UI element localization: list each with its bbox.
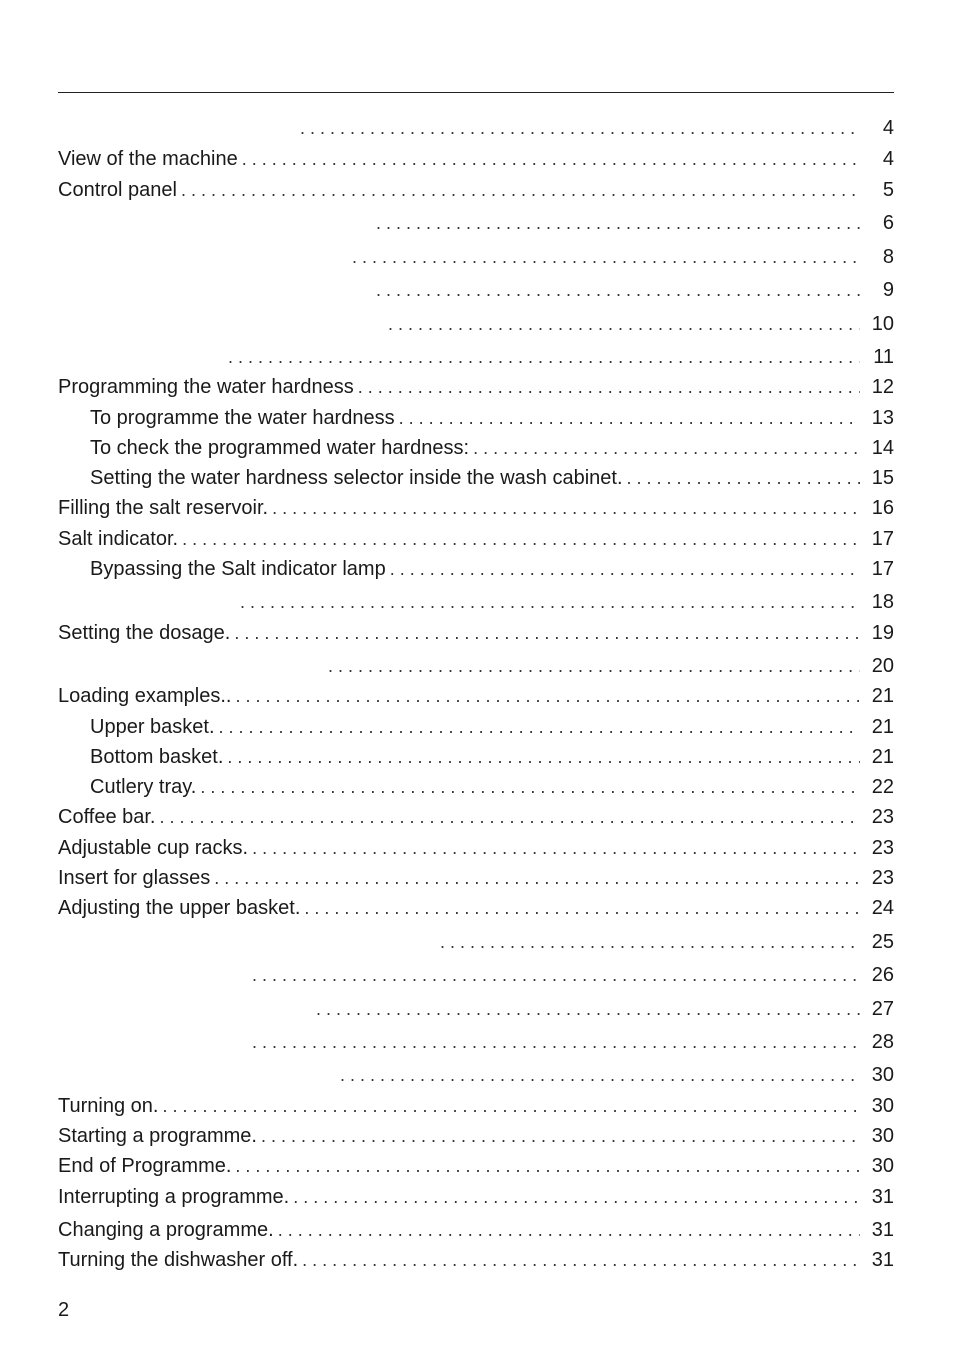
toc-dot-leader — [240, 590, 860, 614]
toc-dot-leader — [278, 1218, 860, 1242]
toc-dot-leader — [399, 406, 860, 430]
toc-dot-leader — [214, 866, 860, 890]
toc-entry — [58, 527, 894, 551]
toc-entry — [58, 1124, 894, 1148]
toc-entry — [340, 1063, 894, 1087]
toc-entry-page: 28 — [871, 1031, 894, 1053]
toc-entry-page: 18 — [871, 591, 894, 613]
toc-entry-page: 19 — [871, 622, 894, 644]
toc-dot-leader — [376, 278, 860, 302]
toc-dot-leader — [228, 345, 860, 369]
toc-entry-page: 12 — [871, 376, 894, 398]
toc-entry-page: 31 — [871, 1249, 894, 1271]
toc-dot-leader — [252, 1030, 860, 1054]
toc-entry — [58, 1154, 894, 1178]
toc-entry-title: View of the machine — [58, 148, 238, 170]
toc-entry-page: 30 — [871, 1095, 894, 1117]
toc-entry — [252, 1030, 894, 1054]
toc-entry — [440, 930, 894, 954]
toc-dot-leader — [328, 654, 860, 678]
toc-dot-leader — [473, 436, 860, 460]
toc-entry-page: 5 — [882, 179, 894, 201]
toc-dot-leader — [261, 1124, 860, 1148]
toc-entry-page: 27 — [871, 998, 894, 1020]
toc-entry — [376, 211, 894, 235]
toc-entry-page: 8 — [882, 246, 894, 268]
toc-entry-page: 21 — [871, 716, 894, 738]
toc-entry-page: 20 — [871, 655, 894, 677]
toc-entry-title: Interrupting a programme. — [58, 1186, 290, 1208]
toc-entry — [58, 896, 894, 920]
toc-entry — [90, 466, 894, 490]
toc-entry-title: Turning the dishwasher off. — [58, 1249, 299, 1271]
toc-entry-page: 21 — [871, 685, 894, 707]
toc-entry — [252, 963, 894, 987]
toc-dot-leader — [219, 715, 860, 739]
toc-entry-page: 22 — [871, 776, 894, 798]
toc-entry — [90, 715, 894, 739]
toc-dot-leader — [358, 375, 860, 399]
toc-entry-page: 23 — [871, 837, 894, 859]
toc-dot-leader — [340, 1063, 860, 1087]
toc-dot-leader — [316, 997, 860, 1021]
toc-entry — [90, 775, 894, 799]
toc-entry — [90, 436, 894, 460]
toc-entry-page: 31 — [871, 1219, 894, 1241]
toc-entry-page: 21 — [871, 746, 894, 768]
toc-entry-page: 23 — [871, 867, 894, 889]
toc-entry-title: Setting the water hardness selector inside the wash cabinet. — [90, 467, 623, 489]
toc-entry-page: 11 — [873, 346, 894, 368]
toc-entry — [388, 312, 894, 336]
toc-entry — [58, 496, 894, 520]
toc-entry — [58, 805, 894, 829]
toc-entry — [58, 621, 894, 645]
toc-entry-page: 31 — [871, 1186, 894, 1208]
toc-dot-leader — [390, 557, 860, 581]
toc-dot-leader — [302, 1248, 860, 1272]
toc-entry-title: To check the programmed water hardness: — [90, 437, 470, 459]
toc-dot-leader — [235, 1154, 860, 1178]
toc-entry — [316, 997, 894, 1021]
toc-entry — [240, 590, 894, 614]
toc-entry-page: 25 — [871, 931, 894, 953]
toc-entry-page: 4 — [882, 148, 894, 170]
toc-entry — [58, 178, 894, 202]
toc-entry-title: Changing a programme. — [58, 1219, 274, 1241]
page-number: 2 — [58, 1299, 70, 1321]
toc-entry-title: Upper basket. — [90, 716, 215, 738]
toc-entry — [228, 345, 894, 369]
toc-dot-leader — [272, 496, 860, 520]
toc-dot-leader — [182, 527, 860, 551]
toc-entry-title: Turning on. — [58, 1095, 159, 1117]
toc-dot-leader — [440, 930, 860, 954]
toc-dot-leader — [300, 116, 860, 140]
toc-dot-leader — [200, 775, 860, 799]
toc-entry — [58, 836, 894, 860]
toc-entry-page: 10 — [871, 313, 894, 335]
toc-dot-leader — [234, 621, 860, 645]
toc-entry — [58, 1094, 894, 1118]
toc-entry-page: 17 — [871, 558, 894, 580]
toc-entry-page: 24 — [871, 897, 894, 919]
toc-entry — [58, 866, 894, 890]
toc-entry-title: To programme the water hardness — [90, 407, 395, 429]
toc-entry-page: 17 — [871, 528, 894, 550]
toc-entry-title: Salt indicator. — [58, 528, 179, 550]
toc-entry-page: 26 — [871, 964, 894, 986]
toc-entry — [376, 278, 894, 302]
toc-entry-title: Insert for glasses — [58, 867, 211, 889]
toc-entry-title: Bypassing the Salt indicator lamp — [90, 558, 386, 580]
toc-dot-leader — [293, 1185, 860, 1209]
toc-entry — [90, 745, 894, 769]
toc-entry-title: Starting a programme. — [58, 1125, 257, 1147]
toc-entry — [90, 406, 894, 430]
toc-entry — [352, 245, 894, 269]
toc-dot-leader — [252, 836, 860, 860]
toc-entry-page: 23 — [871, 806, 894, 828]
toc-dot-leader — [162, 1094, 860, 1118]
toc-entry-title: Programming the water hardness — [58, 376, 354, 398]
toc-entry-page: 30 — [871, 1064, 894, 1086]
toc-entry-title: Setting the dosage. — [58, 622, 231, 644]
toc-entry-page: 14 — [871, 437, 894, 459]
toc-entry-page: 13 — [871, 407, 894, 429]
toc-entry-title: Cutlery tray. — [90, 776, 197, 798]
toc-entry-page: 30 — [871, 1155, 894, 1177]
toc-dot-leader — [627, 466, 860, 490]
toc-entry-title: Loading examples.. — [58, 685, 232, 707]
toc-entry-title: Bottom basket. — [90, 746, 224, 768]
toc-dot-leader — [159, 805, 860, 829]
toc-entry-title: Adjustable cup racks. — [58, 837, 249, 859]
toc-dot-leader — [227, 745, 860, 769]
toc-entry — [328, 654, 894, 678]
toc-entry-page: 6 — [882, 212, 894, 234]
toc-dot-leader — [242, 147, 860, 171]
toc-entry — [58, 375, 894, 399]
toc-entry-page: 16 — [871, 497, 894, 519]
toc-entry-title: Control panel — [58, 179, 177, 201]
toc-entry — [58, 1185, 894, 1209]
toc-dot-leader — [181, 178, 860, 202]
toc-entry-title: Filling the salt reservoir. — [58, 497, 269, 519]
toc-dot-leader — [352, 245, 860, 269]
toc-entry — [90, 557, 894, 581]
toc-entry-title: End of Programme. — [58, 1155, 232, 1177]
toc-entry-page: 30 — [871, 1125, 894, 1147]
toc-entry — [300, 116, 894, 140]
toc-entry — [58, 684, 894, 708]
toc-entry — [58, 1248, 894, 1272]
toc-entry-page: 4 — [882, 117, 894, 139]
toc-entry-page: 15 — [871, 467, 894, 489]
toc-entry — [58, 1218, 894, 1242]
toc-dot-leader — [252, 963, 860, 987]
toc-dot-leader — [235, 684, 860, 708]
toc-dot-leader — [304, 896, 860, 920]
toc-entry-page: 9 — [882, 279, 894, 301]
toc-entry — [58, 147, 894, 171]
toc-dot-leader — [388, 312, 860, 336]
toc-entry-title: Coffee bar. — [58, 806, 156, 828]
toc-entry-title: Adjusting the upper basket. — [58, 897, 301, 919]
toc-dot-leader — [376, 211, 860, 235]
